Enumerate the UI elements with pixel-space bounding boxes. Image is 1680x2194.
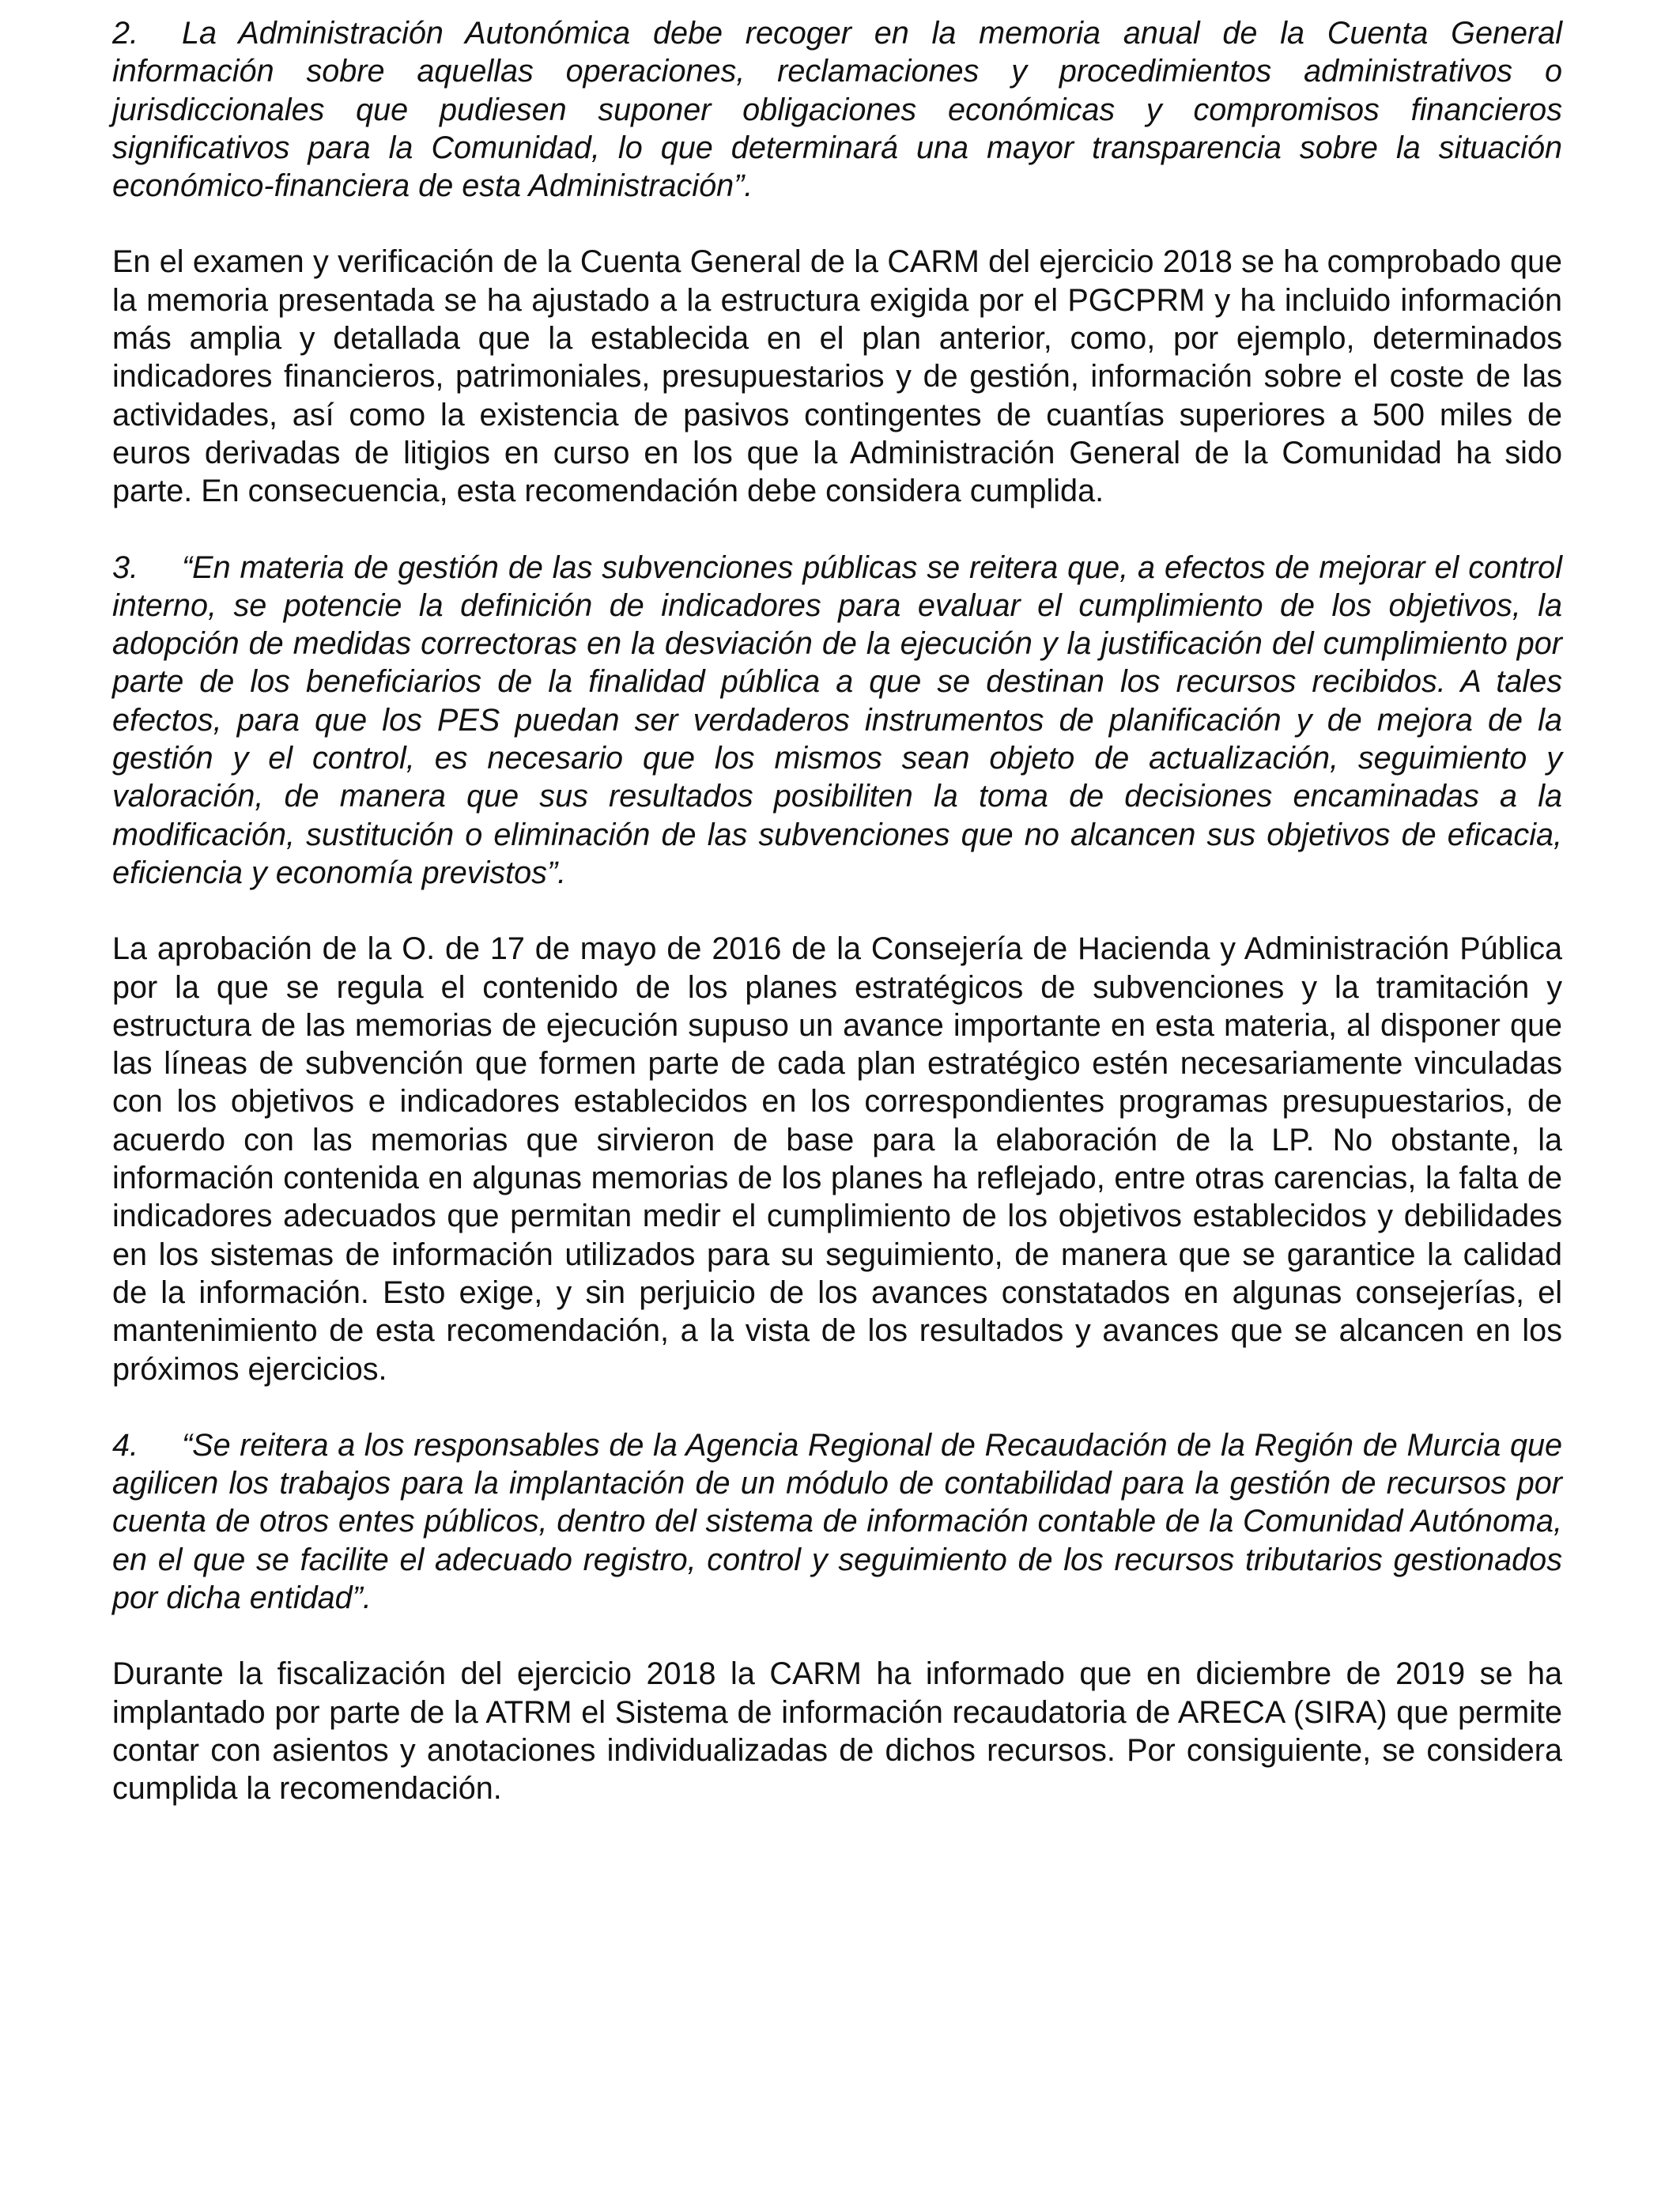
recommendation-4-quote (112, 1426, 1562, 1617)
recommendation-2-quote (112, 14, 1562, 205)
document-page (112, 14, 1562, 1845)
recommendation-text: “Se reitera a los responsables de la Agencia Regional de Recaudación de la Región de Murcia que agilicen los trabajos para la implantación de un módulo de contabilidad para la gestión de recursos por cuenta de otros entes públicos, dentro del sistema de información contable de la Comunidad Autónoma, en el que se facilite el adecuado registro, control y seguimiento de los recursos tributarios gestionados por dicha entidad”. (112, 1427, 1562, 1615)
recommendation-text: “En materia de gestión de las subvenciones públicas se reitera que, a efectos de mejorar el control interno, se potencie la definición de indicadores para evaluar el cumplimiento de los objetivos, la adopción de medidas correctoras en la desviación de la ejecución y la justificación del cumplimiento por parte de los beneficiarios de la finalidad pública a que se destinan los recursos recibidos. A tales efectos, para que los PES puedan ser verdaderos instrumentos de planificación y de mejora de la gestión y el control, es necesario que los mismos sean objeto de actualización, seguimiento y valoración, de manera que sus resultados posibiliten la toma de decisiones encaminadas a la modificación, sustitución o eliminación de las subvenciones que no alcancen sus objetivos de eficacia, eficiencia y economía previstos”. (112, 549, 1562, 890)
recommendation-4-assessment: Durante la fiscalización del ejercicio 2018 la CARM ha informado que en diciembre de 2019 se ha implantado por parte de la ATRM el Sistema de información recaudatoria de ARECA (SIRA) que permite contar con asientos y anotaciones individualizadas de dichos recursos. Por consiguiente, se considera cumplida la recomendación. (112, 1656, 1562, 1807)
recommendation-text: La Administración Autonómica debe recoger en la memoria anual de la Cuenta General información sobre aquellas operaciones, reclamaciones y procedimientos administrativos o jurisdiccionales que pudiesen suponer obligaciones económicas y compromisos financieros significativos para la Comunidad, lo que determinará una mayor transparencia sobre la situación económico-financiera de esta Administración”. (112, 16, 1562, 204)
recommendation-number: 3. (112, 549, 139, 585)
recommendation-number: 2. (112, 16, 139, 51)
recommendation-2-assessment: En el examen y verificación de la Cuenta General de la CARM del ejercicio 2018 se ha comprobado que la memoria presentada se ha ajustado a la estructura exigida por el PGCPRM y ha incluido información más amplia y detallada que la establecida en el plan anterior, como, por ejemplo, determinados indicadores financieros, patrimoniales, presupuestarios y de gestión, información sobre el coste de las actividades, así como la existencia de pasivos contingentes de cuantías superiores a 500 miles de euros derivadas de litigios en curso en los que la Administración General de la Comunidad ha sido parte. En consecuencia, esta recomendación debe considera cumplida. (112, 244, 1562, 509)
recommendation-number: 4. (112, 1427, 139, 1463)
recommendation-3-quote (112, 549, 1562, 893)
recommendation-3-assessment: La aprobación de la O. de 17 de mayo de 2016 de la Consejería de Hacienda y Administración Pública por la que se regula el contenido de los planes estratégicos de subvenciones y la tramitación y estructura de las memorias de ejecución supuso un avance importante en esta materia, al disponer que las líneas de subvención que formen parte de cada plan estratégico estén necesariamente vinculadas con los objetivos e indicadores establecidos en los correspondientes programas presupuestarios, de acuerdo con las memorias que sirvieron de base para la elaboración de la LP. No obstante, la información contenida en algunas memorias de los planes ha reflejado, entre otras carencias, la falta de indicadores adecuados que permitan medir el cumplimiento de los objetivos establecidos y debilidades en los sistemas de información utilizados para su seguimiento, de manera que se garantice la calidad de la información. Esto exige, y sin perjuicio de los avances constatados en algunas consejerías, el mantenimiento de esta recomendación, a la vista de los resultados y avances que se alcancen en los próximos ejercicios. (112, 931, 1562, 1387)
